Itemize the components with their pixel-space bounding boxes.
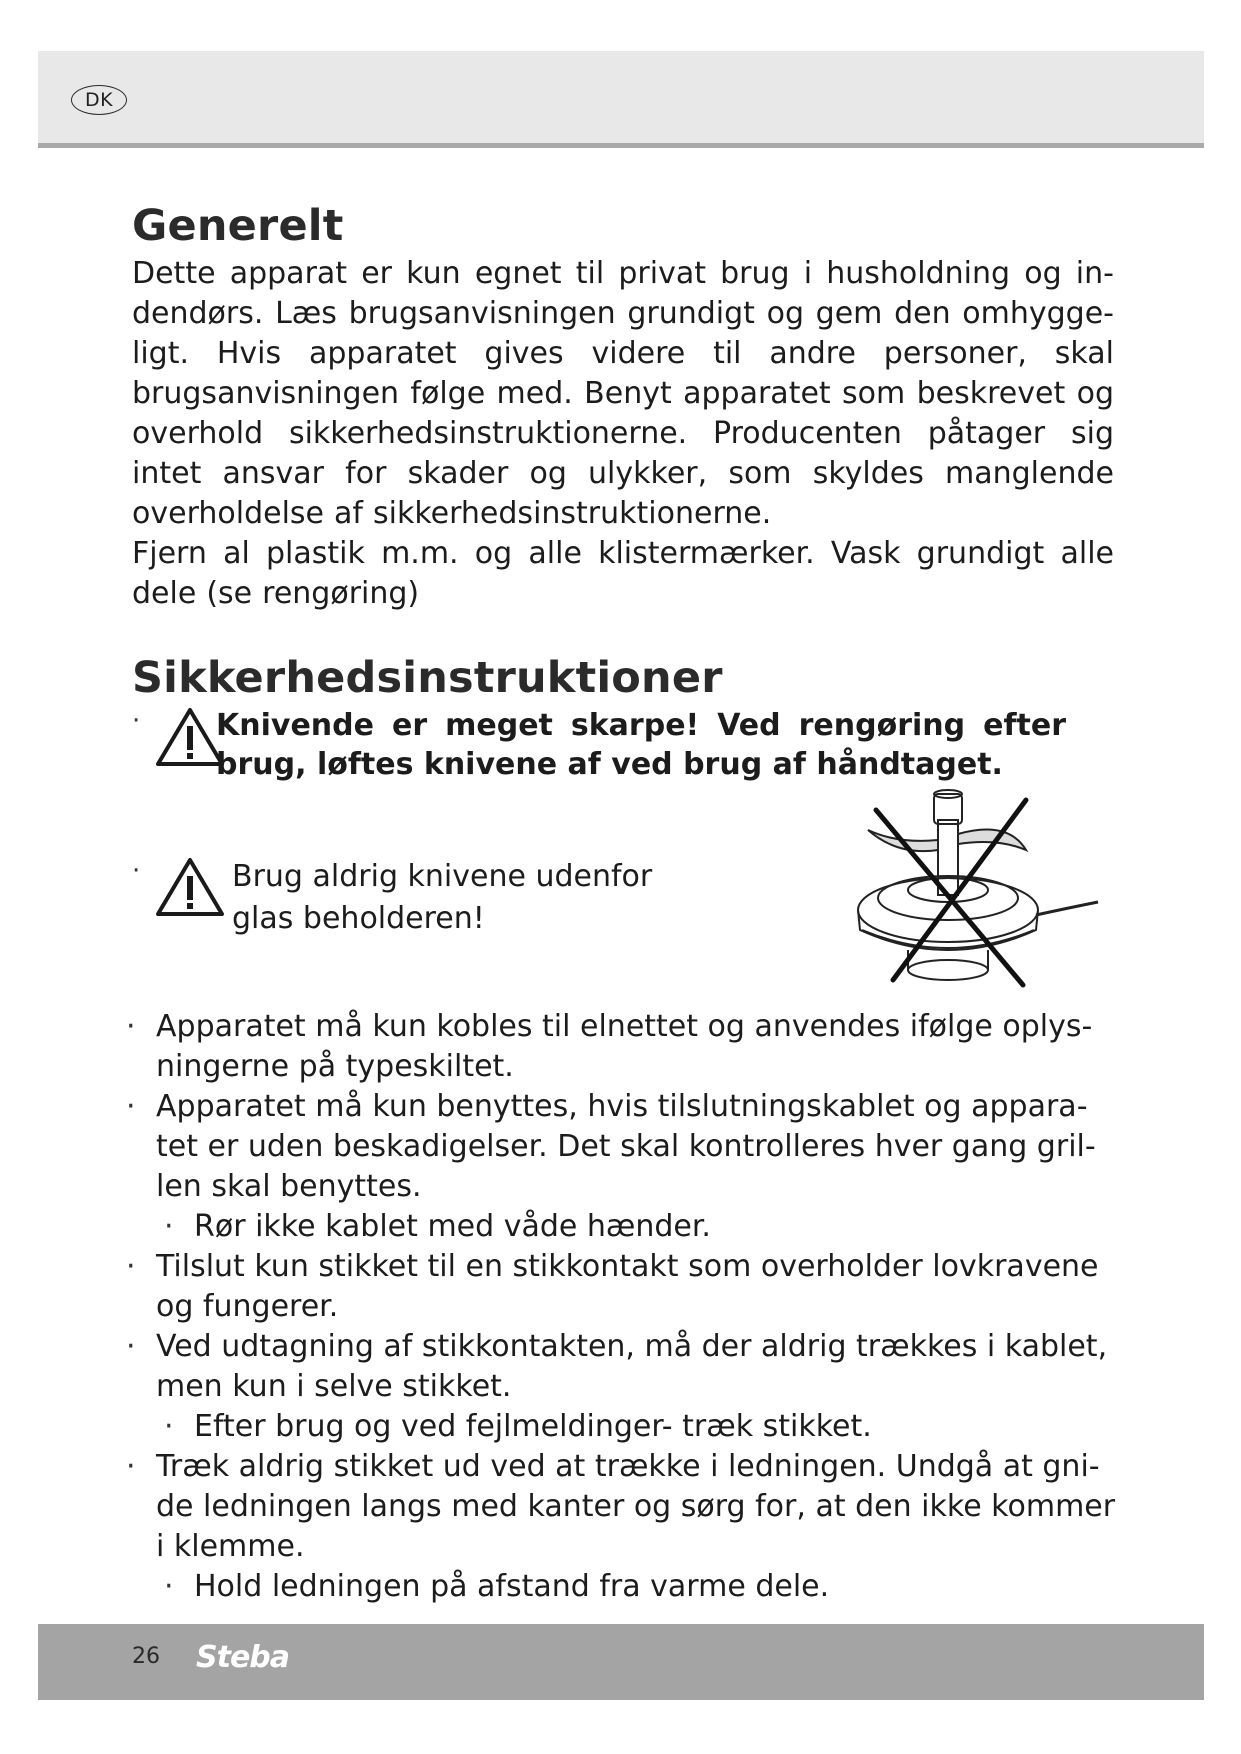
header-band: [38, 51, 1204, 144]
bullet-dot: ·: [126, 1089, 136, 1124]
blade-unit-crossed-out-illustration: [848, 780, 1108, 1000]
bullet-dot: ·: [126, 1249, 136, 1284]
warning-2-line-2: glas beholderen!: [232, 901, 485, 936]
list-item: · Træk aldrig stikket ud ved at trække i ledningen. Undgå at gnide ledningen langs med kanter og sørg for, at den ikke kommer i klemme.: [126, 1449, 1116, 1564]
page-number: 26: [132, 1644, 160, 1669]
bullet-dot: ·: [132, 706, 141, 736]
warning-2-text: [232, 856, 652, 940]
warning-2-line-1: Brug aldrig knivene udenfor: [232, 859, 653, 894]
header-rule: [38, 143, 1204, 148]
bullet-dot: ·: [126, 1449, 136, 1484]
general-paragraph-1: Dette apparat er kun egnet til privat brug i husholdning og indendørs. Læs brugsanvisningen grundigt og gem den omhyggeligt. Hvis apparatet gives videre til andre personer, skal brugsanvisningen følge med. Benyt apparatet som beskrevet og overhold sikkerhedsinstruktionerne. Producenten påtager sig intet ansvar for skader og ulykker, som skyldes manglende overholdelse af sikkerhedsinstruktionerne.: [132, 256, 1114, 531]
warning-1-text: Knivende er meget skarpe! Ved rengøring efter brug, løftes knivene af ved brug af håndtaget.: [216, 708, 1066, 782]
bullet-dot: ·: [164, 1209, 174, 1244]
general-paragraph-2: Fjern al plastik m.m. og alle klistermærker. Vask grundigt alle dele (se rengøring): [132, 536, 1114, 611]
bullet-dot: ·: [164, 1569, 174, 1604]
bullet-dot: ·: [126, 1329, 136, 1364]
warning-knives-outside: [132, 856, 692, 940]
list-item: · Tilslut kun stikket til en stikkontakt som overholder lovkravene og fungerer.: [126, 1249, 1099, 1324]
bullet-dot: ·: [132, 856, 141, 886]
list-item: · Efter brug og ved fejlmeldinger- træk stikket.: [126, 1407, 1116, 1447]
list-item: · Ved udtagning af stikkontakten, må der aldrig trækkes i kablet, men kun i selve stikket.: [126, 1329, 1108, 1404]
list-item: · Apparatet må kun benyttes, hvis tilslutningskablet og apparatet er uden beskadigelser. Det skal kontrolleres hver gang grillen skal benyttes.: [126, 1089, 1096, 1204]
warning-knives-sharp: [132, 706, 1114, 784]
bullet-dot: ·: [164, 1409, 174, 1444]
warning-triangle-icon: [154, 856, 226, 920]
list-item: · Hold ledningen på afstand fra varme dele.: [126, 1567, 1116, 1607]
steba-logo: Steba: [196, 1640, 290, 1675]
general-heading: Generelt: [132, 201, 344, 251]
safety-bullet-list: [126, 1007, 1116, 1607]
list-item: · Apparatet må kun kobles til elnettet og anvendes ifølge oplysningerne på typeskiltet.: [126, 1009, 1093, 1084]
list-item: · Rør ikke kablet med våde hænder.: [126, 1207, 1116, 1247]
language-badge: DK: [71, 85, 127, 115]
safety-heading: Sikkerhedsinstruktioner: [132, 653, 723, 703]
bullet-dot: ·: [126, 1009, 136, 1044]
